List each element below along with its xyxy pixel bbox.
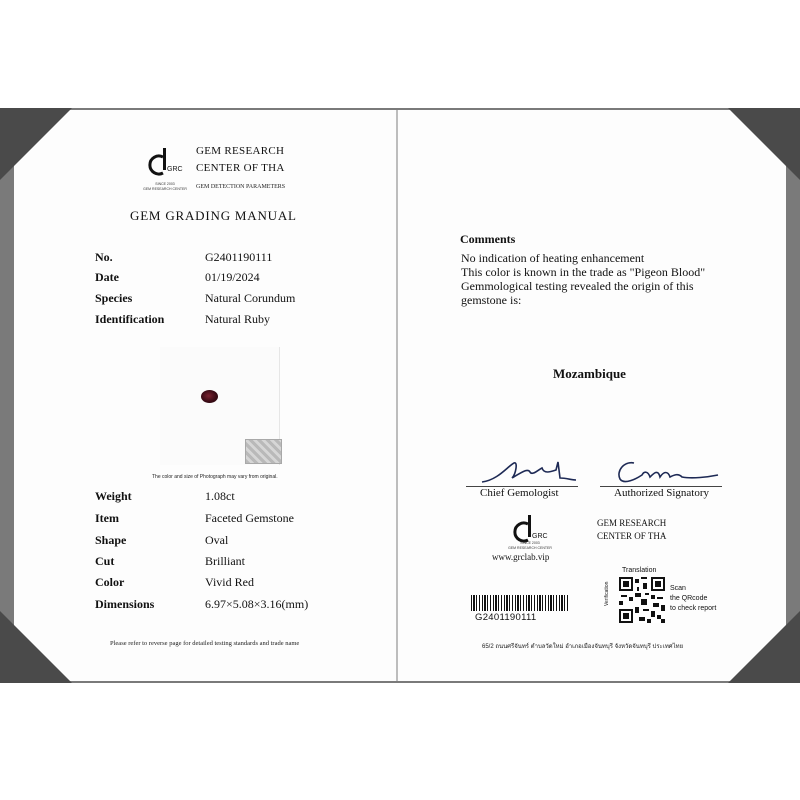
reverse-page-note: Please refer to reverse page for detailed testing standards and trade name <box>110 640 300 647</box>
chief-gemologist-caption: Chief Gemologist <box>480 487 559 499</box>
org-subtitle: GEM DETECTION PARAMETERS <box>196 184 286 190</box>
logo-text: GRC <box>532 533 548 540</box>
field-label-identification: Identification <box>95 312 165 326</box>
field-value-dimensions: 6.97×5.08×3.16(mm) <box>205 597 309 611</box>
field-value-date: 01/19/2024 <box>205 270 260 284</box>
logo-center: GEM RESEARCH CENTER <box>508 546 552 550</box>
lab-address: 65/2 ถนนศรีจันทร์ ตำบลวัดใหม่ อำเภอเมืองจันทบุรี จังหวัดจันทบุรี ประเทศไทย <box>482 644 684 650</box>
field-label-date: Date <box>95 270 119 284</box>
authorized-signatory-caption: Authorized Signatory <box>614 487 710 499</box>
org-name-line1: GEM RESEARCH <box>196 145 285 157</box>
report-barcode <box>471 595 569 611</box>
field-value-color: Vivid Red <box>205 575 254 589</box>
corner-tab-bottom-left <box>0 611 72 683</box>
folder-spine <box>396 110 398 681</box>
comment-line: No indication of heating enhancement <box>461 251 645 265</box>
corner-tab-bottom-right <box>728 611 800 683</box>
hologram-seal <box>245 439 282 464</box>
authorized-signatory-signature <box>612 457 722 487</box>
grc-logo-icon <box>145 146 185 182</box>
qr-title: Translation <box>622 567 657 574</box>
logo-center: GEM RESEARCH CENTER <box>143 187 187 191</box>
field-value-identification: Natural Ruby <box>205 312 270 326</box>
field-label-weight: Weight <box>95 489 132 503</box>
document-title: GEM GRADING MANUAL <box>130 208 297 223</box>
field-value-weight: 1.08ct <box>205 489 235 503</box>
field-value-item: Faceted Gemstone <box>205 511 294 525</box>
org-name-line1: GEM RESEARCH <box>597 518 667 528</box>
qr-side-label: Verification <box>604 581 610 606</box>
qr-instruction-line: the QRcode <box>670 595 708 602</box>
chief-gemologist-signature <box>478 458 578 488</box>
logo-text: GRC <box>167 166 183 173</box>
comments-heading: Comments <box>460 232 516 246</box>
photo-disclaimer: The color and size of Photograph may vary from original. <box>152 474 278 480</box>
comment-line: gemstone is: <box>461 293 522 307</box>
field-value-no: G2401190111 <box>205 250 273 264</box>
org-name-line2: CENTER OF THA <box>597 531 667 541</box>
field-label-color: Color <box>95 575 125 589</box>
ruby-gemstone-image <box>201 390 218 403</box>
field-value-species: Natural Corundum <box>205 291 296 305</box>
comment-line: This color is known in the trade as "Pigeon Blood" <box>461 265 706 279</box>
qr-instruction-line: to check report <box>670 605 717 612</box>
corner-tab-top-left <box>0 108 72 180</box>
field-value-cut: Brilliant <box>205 554 245 568</box>
website-url: www.grclab.vip <box>492 552 550 562</box>
qr-code-icon[interactable] <box>619 577 665 623</box>
field-label-dimensions: Dimensions <box>95 597 155 611</box>
field-label-cut: Cut <box>95 554 115 568</box>
field-value-shape: Oval <box>205 533 229 547</box>
logo-since: SINCE 2003 <box>520 541 540 545</box>
right-page <box>398 110 786 681</box>
origin-country: Mozambique <box>553 366 626 381</box>
barcode-number: G2401190111 <box>475 612 537 623</box>
comment-line: Gemmological testing revealed the origin of this <box>461 279 694 293</box>
field-label-shape: Shape <box>95 533 127 547</box>
qr-instruction-line: Scan <box>670 585 686 592</box>
field-label-species: Species <box>95 291 133 305</box>
logo-since: SINCE 2003 <box>155 182 175 186</box>
corner-tab-top-right <box>728 108 800 180</box>
field-label-no: No. <box>95 250 113 264</box>
org-name-line2: CENTER OF THA <box>196 162 285 174</box>
field-label-item: Item <box>95 511 119 525</box>
